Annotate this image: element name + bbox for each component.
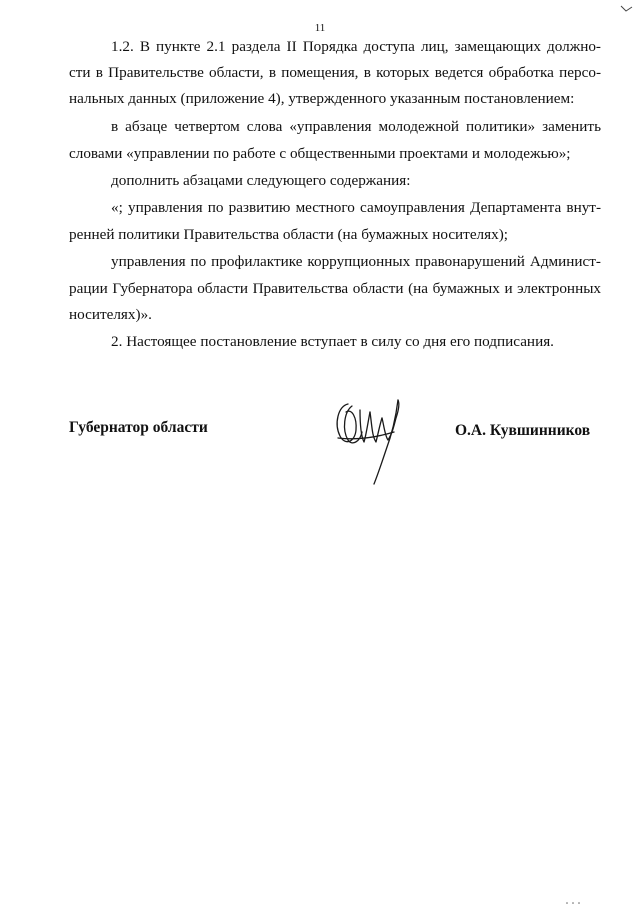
text-line: управления по профилактике коррупционных правонарушений Админист- — [111, 253, 601, 270]
signatory-position: Губернатор области — [69, 419, 208, 436]
text-line: носителях)». — [69, 306, 152, 323]
text-line: словами «управлении по работе с общественными проектами и молодежью»; — [69, 145, 571, 162]
text-line: сти в Правительстве области, в помещения, в которых ведется обработка персо- — [69, 64, 601, 81]
text-line: в абзаце четвертом слова «управления молодежной политики» заменить — [111, 118, 601, 135]
text-line: 1.2. В пункте 2.1 раздела II Порядка доступа лиц, замещающих должно- — [111, 38, 601, 55]
scan-specks — [564, 893, 584, 899]
text-line: 2. Настоящее постановление вступает в силу со дня его подписания. — [111, 333, 554, 350]
page-number: 11 — [314, 22, 326, 34]
text-line: рации Губернатора области Правительства области (на бумажных и электронных — [69, 280, 601, 297]
corner-mark — [620, 0, 634, 8]
text-line: ренней политики Правительства области (на бумажных носителях); — [69, 226, 508, 243]
text-line: нальных данных (приложение 4), утвержденного указанным постановлением: — [69, 90, 575, 107]
text-line: «; управления по развитию местного самоуправления Департамента внут- — [111, 199, 601, 216]
handwritten-signature — [330, 390, 410, 490]
text-line: дополнить абзацами следующего содержания: — [111, 172, 411, 189]
signatory-name: О.А. Кувшинников — [455, 422, 591, 439]
